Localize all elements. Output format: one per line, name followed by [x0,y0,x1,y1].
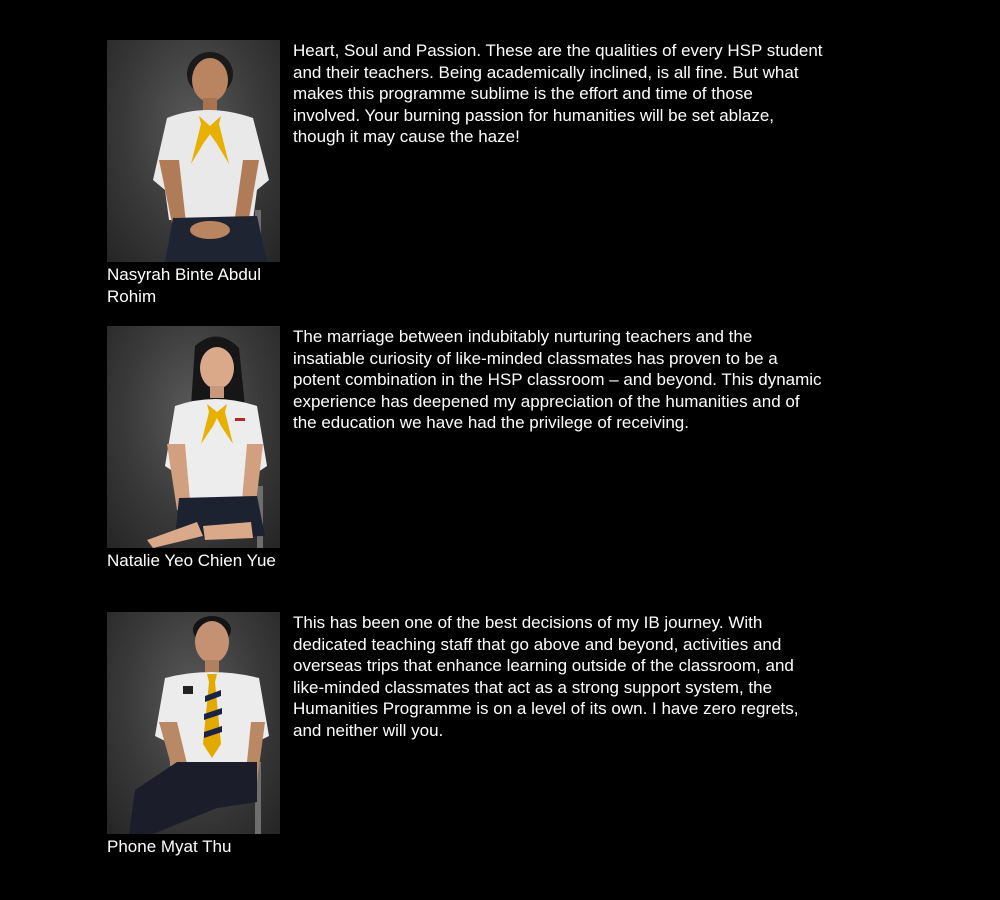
testimonial-nasyrah [107,40,827,310]
testimonial-natalie [107,326,827,596]
testimonial-quote: This has been one of the best decisions of my IB journey. With dedicated teaching staff that go above and beyond, activities and overseas trips that enhance learning outside of the classroom, and like-minded classmates that act as a strong support system, the Humanities Programme is on a level of its own. I have zero regrets, and neither will you. [293,613,799,740]
testimonial-phone [107,612,827,882]
testimonial-quote: The marriage between indubitably nurturing teachers and the insatiable curiosity of like-minded classmates has proven to be a potent combination in the HSP classroom – and beyond. This dynamic experience has deepened my appreciation of the humanities and of the education we have had the privilege of receiving. [293,327,822,433]
student-name: Phone Myat Thu [107,837,232,856]
portrait-photo-phone [107,612,280,834]
student-name: Nasyrah Binte Abdul Rohim [107,265,262,306]
portrait-illustration [107,612,280,834]
portrait-illustration [107,40,280,262]
portrait-photo-nasyrah [107,40,280,262]
portrait-photo-natalie [107,326,280,548]
student-name: Natalie Yeo Chien Yue [107,551,276,570]
testimonial-quote: Heart, Soul and Passion. These are the qualities of every HSP student and their teachers. Being academically inclined, is all fine. But what makes this programme sublime is the effort and time of those involved. Your burning passion for humanities will be set ablaze, though it may cause the haze! [293,41,823,147]
portrait-illustration [107,326,280,548]
